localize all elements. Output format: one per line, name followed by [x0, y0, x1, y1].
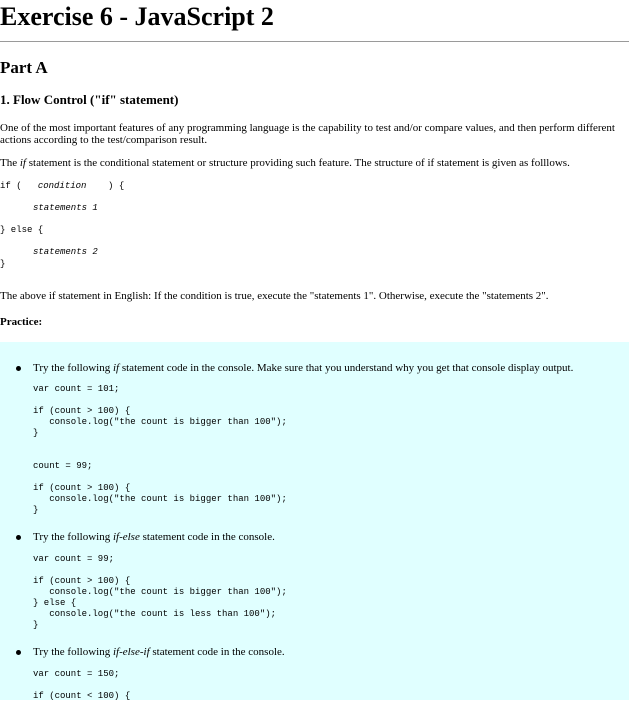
syntax-else-line: } else { — [0, 225, 44, 235]
text-fragment: Try the following — [33, 531, 113, 543]
code-block: if (count > 100) { console.log("the count is bigger than 100"); } — [33, 483, 287, 515]
subsection-heading-flow-control: 1. Flow Control ("if" statement) — [0, 92, 179, 107]
english-explanation-paragraph: The above if statement in English: If the condition is true, execute the "statements 1". Otherwise, execute the "statements 2". — [0, 290, 549, 302]
if-keyword: if — [112, 362, 120, 374]
text-fragment: Try the following — [33, 646, 113, 658]
if-definition-paragraph — [0, 157, 570, 169]
page-title: Exercise 6 - JavaScript 2 — [0, 2, 274, 31]
text-fragment: statement is the conditional statement or structure providing such feature. The structure of if statement is given as folllows. — [25, 157, 570, 169]
practice-item-3-text — [33, 646, 285, 659]
syntax-if-open: if ( — [0, 181, 22, 191]
text-fragment: Try the following — [33, 362, 113, 374]
if-else-keyword: if-else — [112, 531, 140, 543]
code-line: var count = 150; — [33, 669, 120, 679]
code-line: count = 99; — [33, 461, 93, 471]
bullet-icon — [16, 650, 21, 655]
syntax-statements-1: statements 1 — [33, 203, 98, 213]
text-fragment: statement code in the console. — [139, 531, 275, 543]
code-line: var count = 99; — [33, 554, 115, 564]
syntax-if-close: ) { — [108, 181, 125, 191]
syntax-if-line — [0, 181, 124, 192]
practice-item-1-text — [33, 362, 573, 375]
intro-paragraph: One of the most important features of any programming language is the capability to test and/or compare values, and then perform different actions according to the test/comparison result. — [0, 122, 615, 146]
code-line: var count = 101; — [33, 384, 120, 394]
code-block: if (count > 100) { console.log("the count is bigger than 100"); } else { console.log("the count is less than 100"); } — [33, 576, 287, 630]
code-line: if (count < 100) { — [33, 691, 131, 701]
syntax-close-brace: } — [0, 259, 6, 269]
bullet-icon — [16, 366, 21, 371]
practice-item-2-text — [33, 531, 275, 544]
if-else-if-keyword: if-else-if — [112, 646, 150, 658]
practice-panel — [0, 342, 629, 700]
text-fragment: The — [0, 157, 20, 169]
practice-heading: Practice: — [0, 316, 43, 328]
syntax-statements-2: statements 2 — [33, 247, 98, 257]
if-keyword: if — [19, 157, 26, 169]
bullet-icon — [16, 535, 21, 540]
text-fragment: statement code in the console. Make sure that you understand why you get that console display output. — [119, 362, 574, 374]
title-divider — [0, 41, 629, 42]
text-fragment: statement code in the console. — [149, 646, 285, 658]
syntax-condition: condition — [37, 181, 87, 191]
section-heading-part-a: Part A — [0, 58, 48, 77]
code-block: if (count > 100) { console.log("the count is bigger than 100"); } — [33, 406, 287, 438]
